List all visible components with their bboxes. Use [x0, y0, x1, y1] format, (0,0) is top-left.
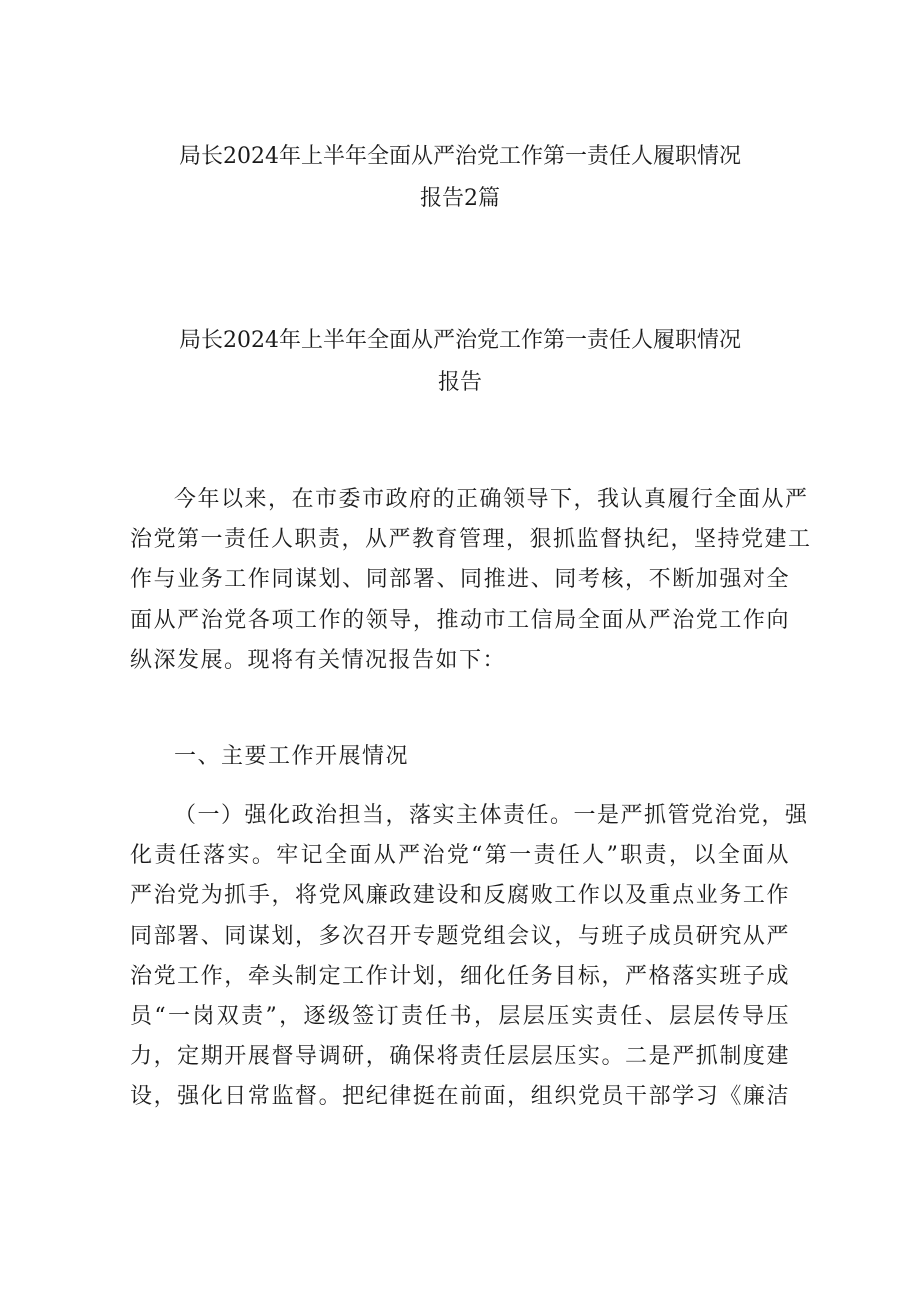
intro-line: 今年以来，在市委市政府的正确领导下，我认真履行全面从严: [174, 487, 809, 512]
section-heading-text: 一、主要工作开展情况: [174, 744, 410, 769]
section-1-line: 设，强化日常监督。把纪律挺在前面，组织党员干部学习《廉洁: [130, 1084, 790, 1110]
intro-line: 治党第一责任人职责，从严教育管理，狠抓监督执纪，坚持党建工: [130, 527, 812, 553]
section-heading: [130, 737, 790, 797]
section-1-line: （一）强化政治担当，落实主体责任。一是严抓管党治党，强: [174, 803, 809, 828]
document-title-line-2: 报告2篇: [420, 186, 500, 211]
section-1-line: 严治党为抓手，将党风廉政建设和反腐败工作以及重点业务工作: [130, 883, 790, 909]
intro-paragraph: [130, 480, 812, 701]
section-1-line: 同部署、同谋划，多次召开专题党组会议，与班子成员研究从严: [130, 923, 790, 949]
section-1-line: 力，定期开展督导调研，确保将责任层层压实。二是严抓制度建: [130, 1044, 790, 1070]
report-title: [100, 320, 820, 404]
report-title-line-2: 报告: [437, 370, 482, 395]
intro-line: 作与业务工作同谋划、同部署、同推进、同考核，不断加强对全: [130, 567, 790, 593]
section-1-paragraph: [130, 796, 809, 1138]
document-title: [100, 136, 820, 220]
intro-line: 纵深发展。现将有关情况报告如下：: [130, 647, 507, 673]
document-title-line-1: 局长2024年上半年全面从严治党工作第一责任人履职情况: [179, 144, 741, 169]
section-1-line: 员“一岗双责”，逐级签订责任书，层层压实责任、层层传导压: [130, 1004, 790, 1030]
section-1-line: 治党工作，牵头制定工作计划，细化任务目标，严格落实班子成: [130, 963, 790, 989]
section-1-line: 化责任落实。牢记全面从严治党“第一责任人”职责，以全面从: [130, 843, 790, 869]
intro-line: 面从严治党各项工作的领导，推动市工信局全面从严治党工作向: [130, 607, 790, 633]
report-title-line-1: 局长2024年上半年全面从严治党工作第一责任人履职情况: [179, 328, 741, 353]
